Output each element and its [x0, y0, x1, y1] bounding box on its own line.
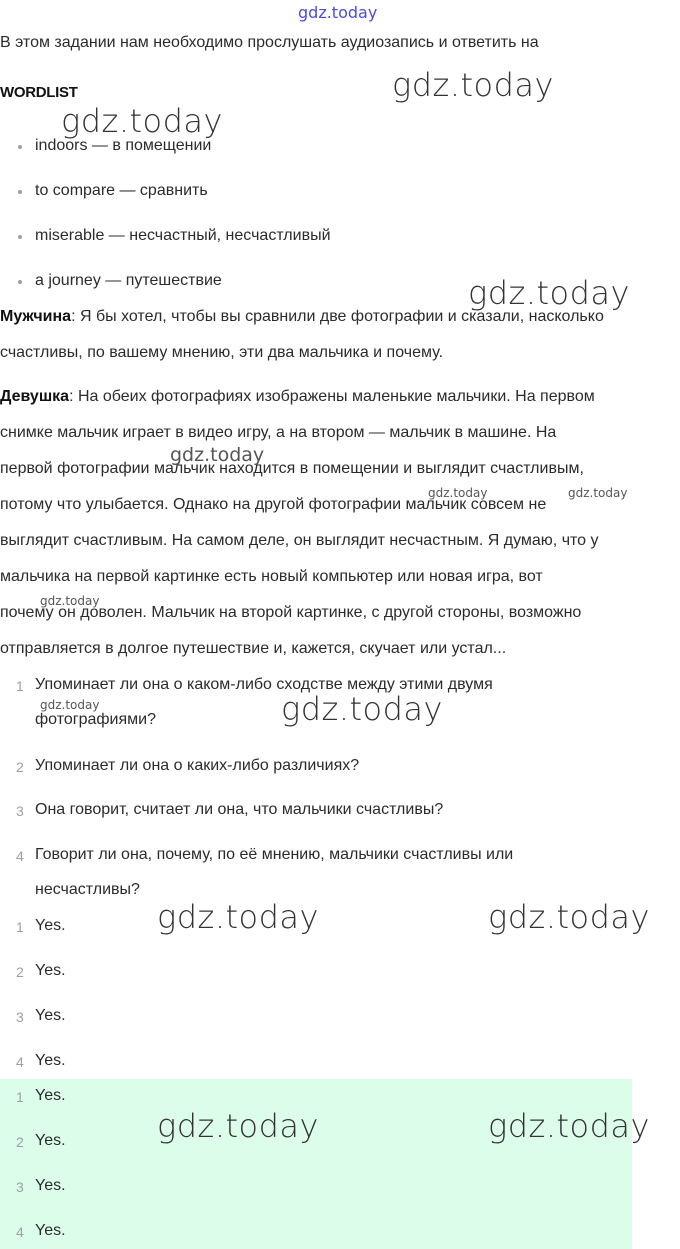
question-text: Говорит ли она, почему, по её мнению, мальчики счастливы или: [35, 846, 514, 863]
speaker-label: Мужчина: [0, 308, 72, 325]
watermark: gdz.today: [157, 1107, 319, 1145]
question-text: фотографиями?: [35, 711, 156, 728]
dialog-line: снимке мальчик играет в видео игру, а на втором — мальчик в машине. На: [0, 424, 557, 441]
item-number: 3: [16, 803, 24, 819]
item-number: 3: [16, 1009, 24, 1025]
watermark: gdz.today: [157, 898, 319, 936]
answer-text: Yes.: [35, 1052, 66, 1069]
watermark: gdz.today: [40, 594, 100, 608]
watermark: gdz.today: [392, 66, 554, 104]
wordlist-item-text: to compare — сравнить: [35, 182, 208, 199]
watermark: gdz.today: [488, 1107, 650, 1145]
watermark: gdz.today: [488, 898, 650, 936]
wordlist-item-text: indoors — в помещении: [35, 137, 212, 154]
watermark: gdz.today: [170, 444, 265, 466]
wordlist-title: WORDLIST: [0, 84, 78, 101]
answer-text: Yes.: [35, 962, 66, 979]
question-text: несчастливы?: [35, 881, 140, 898]
watermark: gdz.today: [281, 690, 443, 728]
bullet-icon: [18, 280, 22, 284]
item-number: 4: [16, 848, 24, 864]
watermark: gdz.today: [40, 698, 100, 712]
answer-text: Yes.: [35, 1132, 66, 1149]
item-number: 3: [16, 1179, 24, 1195]
answer-text: Yes.: [35, 1087, 66, 1104]
item-number: 2: [16, 1134, 24, 1150]
dialog-line: счастливы, по вашему мнению, эти два мальчика и почему.: [0, 344, 444, 361]
item-number: 4: [16, 1054, 24, 1070]
answer-text: Yes.: [35, 1177, 66, 1194]
dialog-text: : На обеих фотографиях изображены маленькие мальчики. На первом: [69, 388, 595, 405]
dialog-line: потому что улыбается. Однако на другой фотографии мальчик совсем не: [0, 496, 547, 513]
watermark: gdz.today: [568, 486, 628, 500]
dialog-line: почему он доволен. Мальчик на второй картинке, с другой стороны, возможно: [0, 604, 582, 621]
item-number: 2: [16, 759, 24, 775]
watermark: gdz.today: [468, 274, 630, 312]
dialog-text: : Я бы хотел, чтобы вы сравнили две фотографии и сказали, насколько: [71, 308, 604, 325]
item-number: 1: [16, 678, 24, 694]
highlighted-answers-block: [0, 1079, 632, 1249]
wordlist-item-text: a journey — путешествие: [35, 272, 222, 289]
dialog-line: первой фотографии мальчик находится в помещении и выглядит счастливым,: [0, 460, 584, 477]
intro-text: В этом задании нам необходимо прослушать аудиозапись и ответить на: [0, 34, 539, 51]
answer-text: Yes.: [35, 1007, 66, 1024]
top-watermark: gdz.today: [298, 3, 378, 22]
answer-text: Yes.: [35, 917, 66, 934]
question-text: Упоминает ли она о каком-либо сходстве между этими двумя: [35, 676, 493, 693]
bullet-icon: [18, 145, 22, 149]
item-number: 1: [16, 1089, 24, 1105]
dialog-line: [0, 388, 595, 406]
item-number: 4: [16, 1224, 24, 1240]
watermark: gdz.today: [61, 102, 223, 140]
answer-text: Yes.: [35, 1222, 66, 1239]
question-text: Упоминает ли она о каких-либо различиях?: [35, 757, 360, 774]
item-number: 2: [16, 964, 24, 980]
wordlist-item-text: miserable — несчастный, несчастливый: [35, 227, 331, 244]
question-text: Она говорит, считает ли она, что мальчики счастливы?: [35, 801, 444, 818]
dialog-line: мальчика на первой картинке есть новый компьютер или новая игра, вот: [0, 568, 543, 585]
bullet-icon: [18, 190, 22, 194]
dialog-line: отправляется в долгое путешествие и, кажется, скучает или устал...: [0, 640, 507, 657]
watermark: gdz.today: [428, 486, 488, 500]
dialog-line: выглядит счастливым. На самом деле, он выглядит несчастным. Я думаю, что у: [0, 532, 599, 549]
bullet-icon: [18, 235, 22, 239]
item-number: 1: [16, 919, 24, 935]
speaker-label: Девушка: [0, 388, 70, 405]
